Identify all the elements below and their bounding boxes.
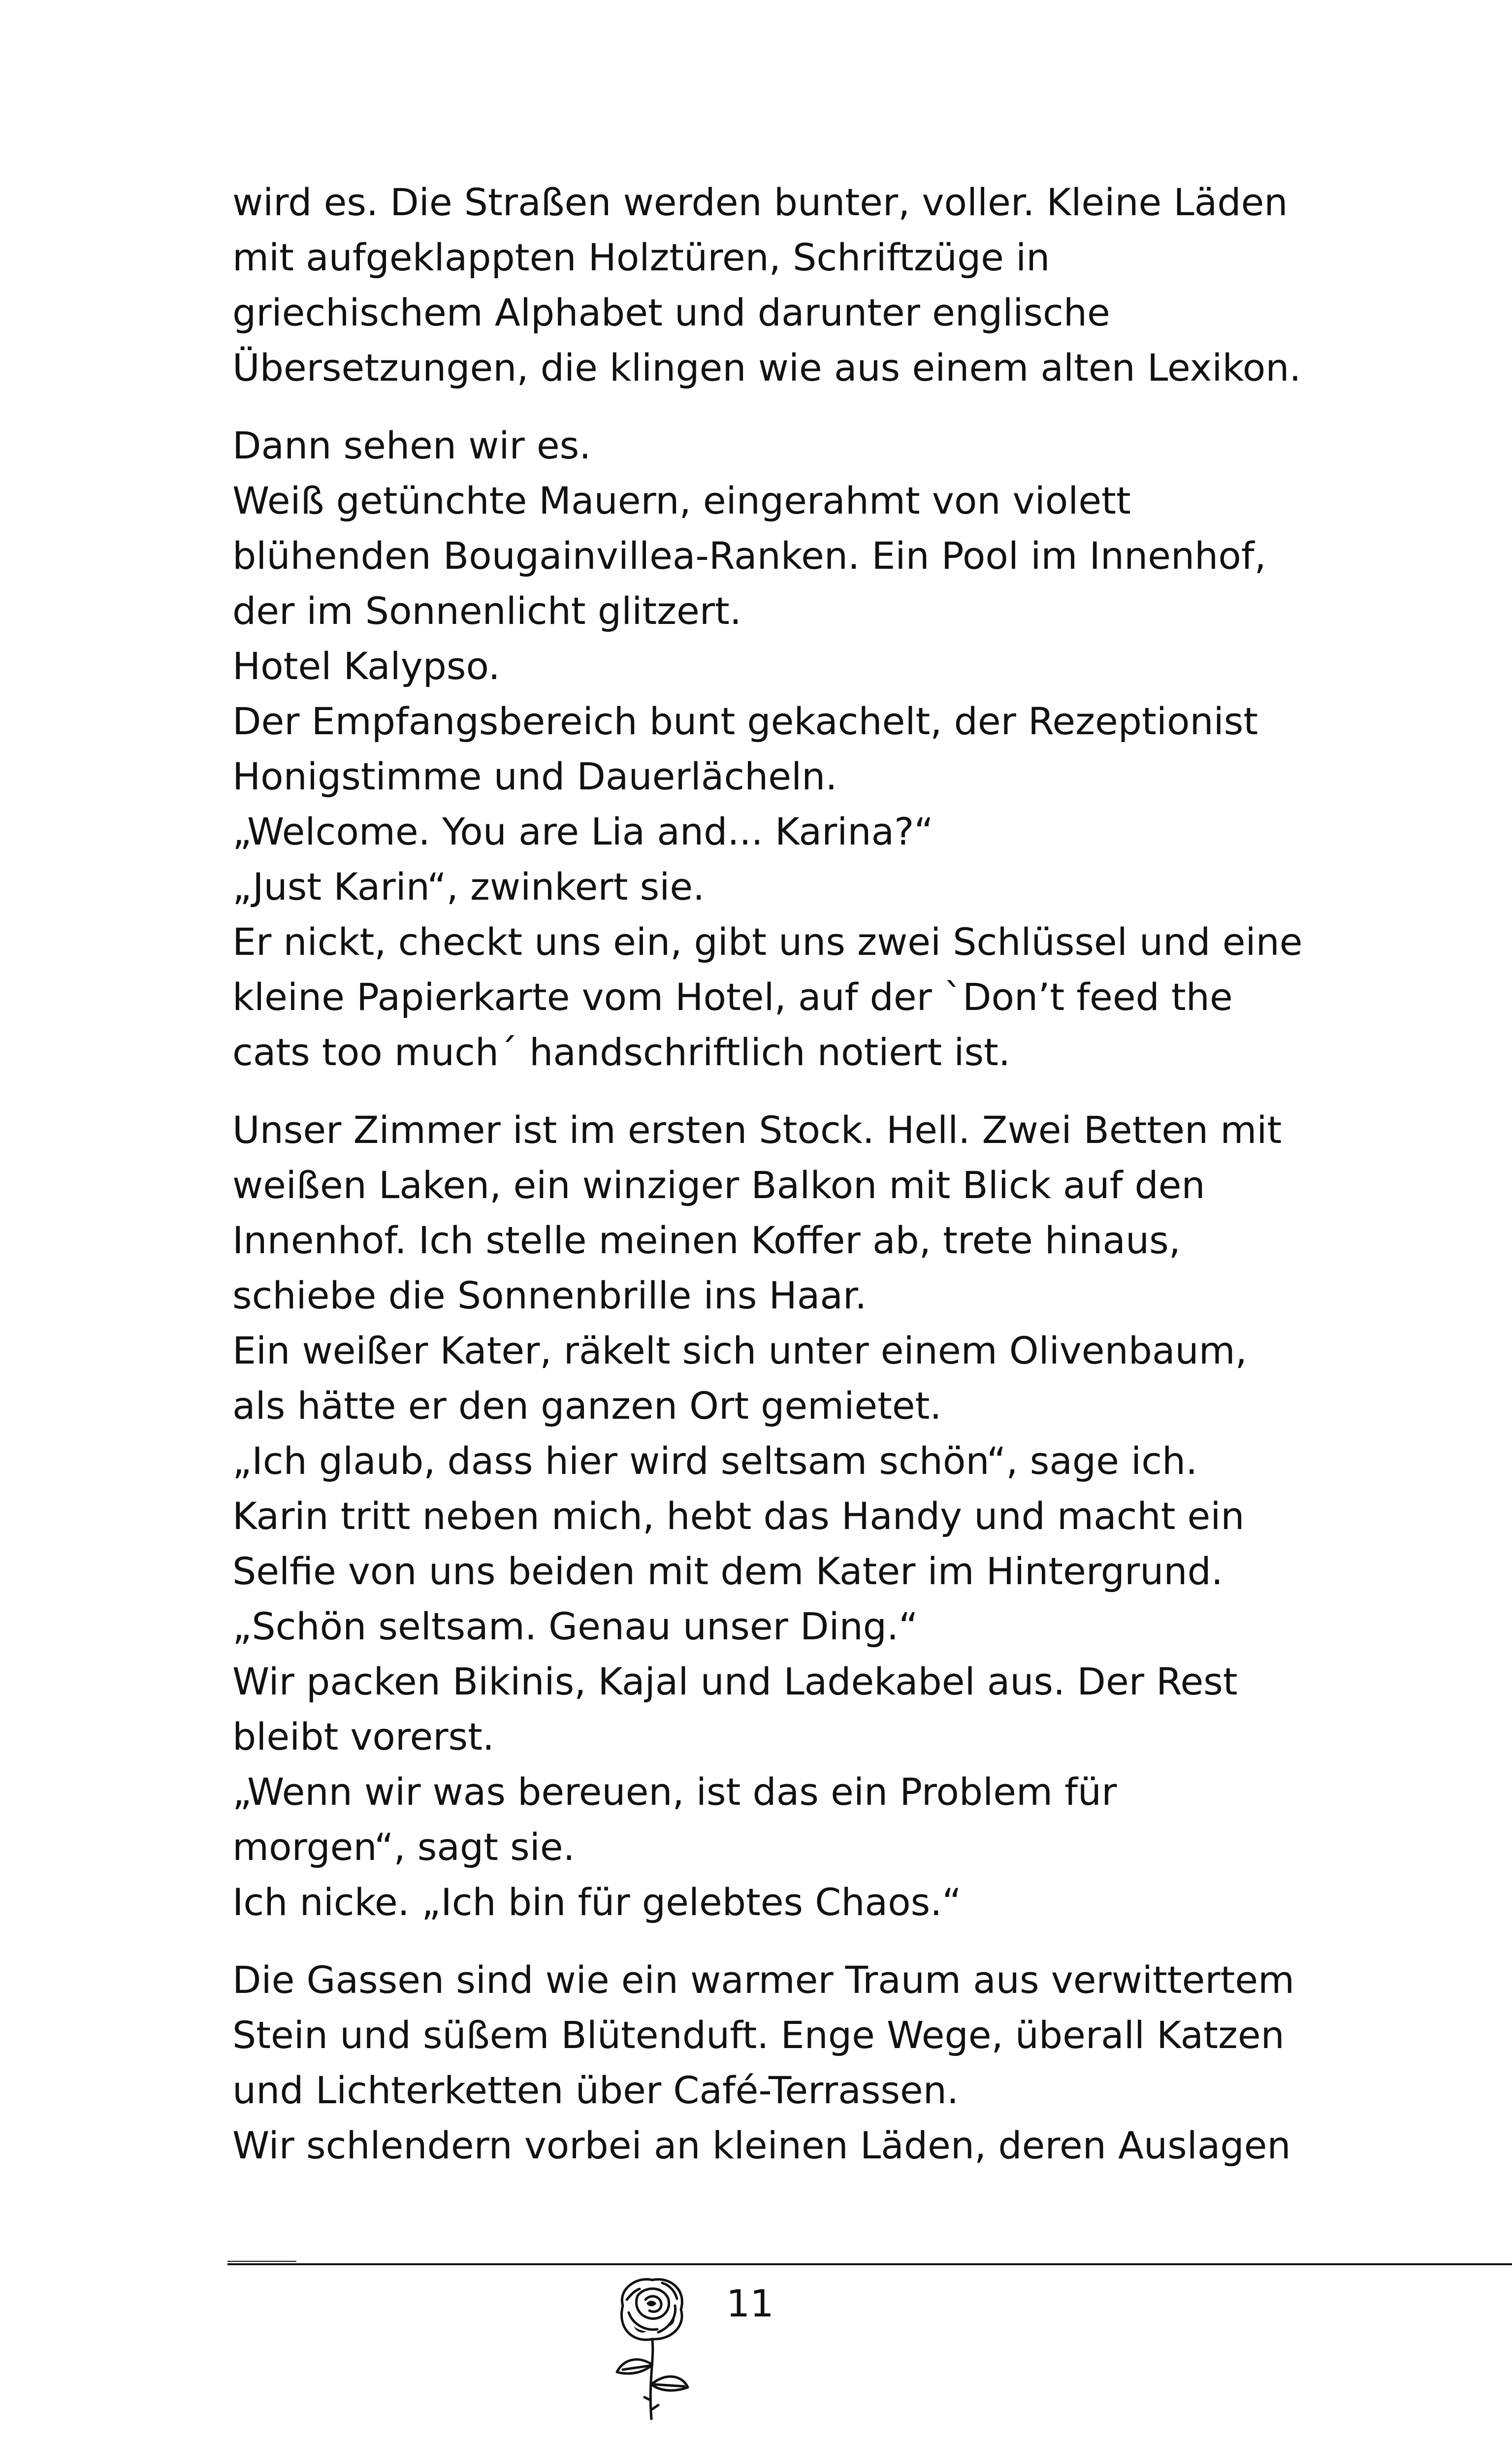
- text-line: Die Gassen sind wie ein warmer Traum aus verwittertem: [232, 1958, 1295, 2002]
- paragraph: [232, 1103, 1365, 1930]
- text-line: „Wenn wir was bereuen, ist das ein Problem für: [232, 1770, 1117, 1814]
- text-line: kleine Papierkarte vom Hotel, auf der `Don’t feed the: [232, 975, 1233, 1019]
- text-line: Wir schlendern vorbei an kleinen Läden, deren Auslagen: [232, 2123, 1291, 2167]
- paragraph: [232, 418, 1365, 1080]
- text-line: Innenhof. Ich stelle meinen Koffer ab, trete hinaus,: [232, 1218, 1181, 1262]
- text-line: Der Empfangsbereich bunt gekachelt, der Rezeptionist: [232, 699, 1258, 743]
- text-line: und Lichterketten über Café-Terrassen.: [232, 2068, 959, 2112]
- text-line: der im Sonnenlicht glitzert.: [232, 589, 741, 633]
- text-line: blühenden Bougainvillea-Ranken. Ein Pool im Innenhof,: [232, 534, 1266, 578]
- text-line: mit aufgeklappten Holztüren, Schriftzüge in: [232, 235, 1050, 279]
- text-line: Ich nicke. „Ich bin für gelebtes Chaos.“: [232, 1880, 962, 1924]
- paragraph: [232, 175, 1365, 395]
- rose-icon: [603, 2271, 697, 2429]
- text-line: „Just Karin“, zwinkert sie.: [232, 865, 705, 909]
- text-line: „Schön seltsam. Genau unser Ding.“: [232, 1604, 918, 1648]
- text-line: Übersetzungen, die klingen wie aus einem alten Lexikon.: [232, 346, 1301, 390]
- text-line: wird es. Die Straßen werden bunter, voller. Kleine Läden: [232, 180, 1288, 224]
- text-line: Ein weißer Kater, räkelt sich unter einem Olivenbaum,: [232, 1329, 1247, 1372]
- text-line: als hätte er den ganzen Ort gemietet.: [232, 1384, 942, 1428]
- text-line: Karin tritt neben mich, hebt das Handy und macht ein: [232, 1494, 1245, 1538]
- text-line: Selfie von uns beiden mit dem Kater im Hintergrund.: [232, 1549, 1223, 1593]
- text-line: Unser Zimmer ist im ersten Stock. Hell. Zwei Betten mit: [232, 1108, 1282, 1152]
- text-line: schiebe die Sonnenbrille ins Haar.: [232, 1273, 867, 1317]
- paragraph: [232, 1953, 1365, 2173]
- text-line: „Welcome. You are Lia and... Karina?“: [232, 810, 933, 853]
- text-line: bleibt vorerst.: [232, 1715, 495, 1759]
- page-number: 11: [726, 2281, 774, 2325]
- text-line: Dann sehen wir es.: [232, 423, 591, 467]
- text-line: morgen“, sagt sie.: [232, 1825, 575, 1869]
- text-line: Wir packen Bikinis, Kajal und Ladekabel aus. Der Rest: [232, 1660, 1238, 1703]
- text-line: cats too much´ handschriftlich notiert ist.: [232, 1030, 1011, 1074]
- text-line: Stein und süßem Blütenduft. Enge Wege, überall Katzen: [232, 2013, 1285, 2057]
- page-text: [232, 175, 1365, 2196]
- footer-rule: [227, 2263, 1512, 2265]
- text-line: griechischem Alphabet und darunter englische: [232, 291, 1110, 334]
- text-line: weißen Laken, ein winziger Balkon mit Blick auf den: [232, 1163, 1205, 1207]
- text-line: Er nickt, checkt uns ein, gibt uns zwei Schlüssel und eine: [232, 920, 1303, 964]
- text-line: „Ich glaub, dass hier wird seltsam schön“, sage ich.: [232, 1439, 1198, 1483]
- text-line: Honigstimme und Dauerlächeln.: [232, 754, 837, 798]
- text-line: Weiß getünchte Mauern, eingerahmt von violett: [232, 479, 1131, 522]
- text-line: Hotel Kalypso.: [232, 644, 500, 688]
